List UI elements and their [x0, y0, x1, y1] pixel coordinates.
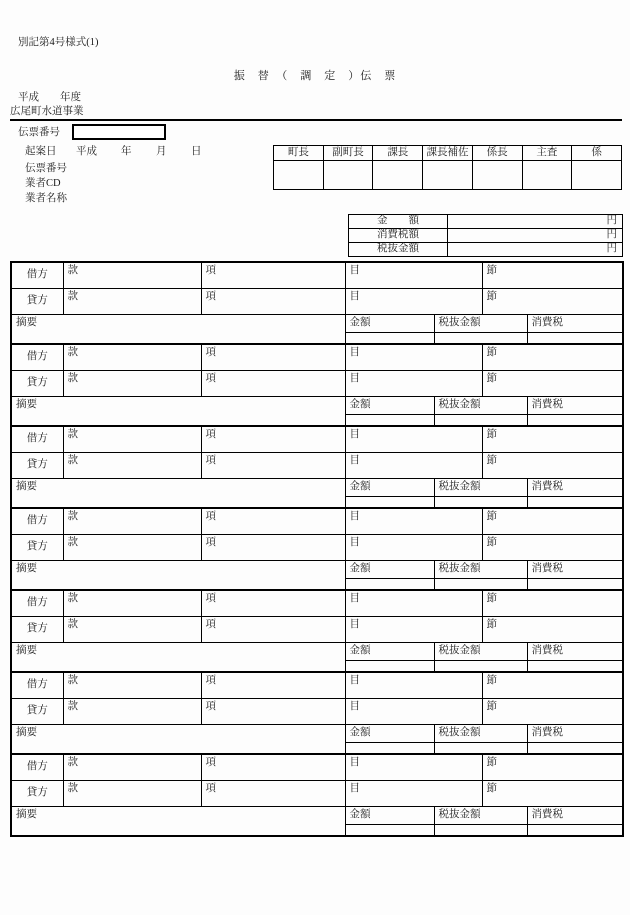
amount-total-label: 金 額	[349, 215, 448, 229]
debit-kou-cell: 項	[201, 508, 345, 534]
fiscal-era-label: 平成	[18, 92, 39, 103]
tax-excluded-header-cell: 税抜金額	[434, 478, 527, 496]
entry-block	[11, 426, 623, 508]
approval-col-section-chief: 課長	[373, 146, 423, 161]
credit-moku-cell: 目	[345, 534, 482, 560]
credit-setsu-cell: 節	[482, 534, 623, 560]
tax-excluded-unit: 円	[448, 243, 623, 257]
debit-kou-cell: 項	[201, 754, 345, 780]
credit-kan-cell: 款	[63, 534, 201, 560]
entry-block	[11, 262, 623, 344]
debit-setsu-cell: 節	[482, 754, 623, 780]
tax-excluded-header-cell: 税抜金額	[434, 806, 527, 824]
summary-header-row	[11, 642, 623, 660]
draft-month-label: 月	[156, 146, 167, 157]
credit-setsu-cell: 節	[482, 616, 623, 642]
entry-blocks-table	[10, 261, 624, 837]
consumption-tax-row	[349, 229, 623, 243]
tax-excluded-value-cell	[434, 414, 527, 426]
consumption-tax-value-cell	[527, 414, 623, 426]
slip-number-label: 伝票番号	[18, 127, 60, 138]
vendor-name-label: 業者名称	[25, 193, 67, 204]
amount-header-cell: 金額	[345, 806, 434, 824]
approval-stamp-table	[273, 145, 622, 190]
fiscal-year-label: 年度	[60, 92, 81, 103]
credit-kou-cell: 項	[201, 534, 345, 560]
debit-setsu-cell: 節	[482, 262, 623, 288]
consumption-tax-value-cell	[527, 578, 623, 590]
debit-kou-cell: 項	[201, 426, 345, 452]
page-title: 振 替 （ 調 定 ）伝 票	[233, 70, 397, 82]
consumption-tax-label: 消費税額	[349, 229, 448, 243]
credit-moku-cell: 目	[345, 780, 482, 806]
credit-row	[11, 534, 623, 560]
approval-col-assistant-chief: 課長補佐	[423, 146, 473, 161]
amount-header-cell: 金額	[345, 396, 434, 414]
approval-stamp-cell	[373, 161, 423, 190]
draft-date-era: 平成	[76, 146, 97, 157]
approval-stamp-cell	[572, 161, 622, 190]
credit-label: 貸方	[11, 698, 63, 724]
credit-label: 貸方	[11, 370, 63, 396]
tax-excluded-header-cell: 税抜金額	[434, 724, 527, 742]
credit-kou-cell: 項	[201, 288, 345, 314]
vendor-code-label: 業者CD	[25, 178, 61, 189]
amount-value-cell	[345, 824, 434, 836]
debit-row	[11, 508, 623, 534]
amount-value-cell	[345, 332, 434, 344]
approval-col-senior-staff: 主査	[522, 146, 572, 161]
amount-value-cell	[345, 496, 434, 508]
credit-row	[11, 288, 623, 314]
amount-summary-table	[348, 214, 623, 257]
credit-row	[11, 616, 623, 642]
debit-setsu-cell: 節	[482, 344, 623, 370]
tax-excluded-header-cell: 税抜金額	[434, 560, 527, 578]
consumption-tax-value-cell	[527, 660, 623, 672]
credit-kou-cell: 項	[201, 780, 345, 806]
credit-setsu-cell: 節	[482, 370, 623, 396]
consumption-tax-header-cell: 消費税	[527, 314, 623, 332]
debit-row	[11, 262, 623, 288]
debit-kan-cell: 款	[63, 754, 201, 780]
approval-col-staff: 係	[572, 146, 622, 161]
approval-stamp-row	[274, 161, 622, 190]
fiscal-year-line	[18, 92, 81, 104]
credit-row	[11, 698, 623, 724]
amount-header-cell: 金額	[345, 314, 434, 332]
entry-block	[11, 754, 623, 836]
credit-kan-cell: 款	[63, 616, 201, 642]
approval-col-deputy-mayor: 副町長	[323, 146, 373, 161]
slip-number2-label: 伝票番号	[25, 163, 67, 174]
tax-excluded-header-cell: 税抜金額	[434, 314, 527, 332]
summary-header-row	[11, 478, 623, 496]
credit-kan-cell: 款	[63, 370, 201, 396]
business-name: 広尾町水道事業	[10, 106, 84, 117]
summary-header-row	[11, 314, 623, 332]
credit-kan-cell: 款	[63, 780, 201, 806]
draft-year-label: 年	[121, 146, 132, 157]
consumption-tax-header-cell: 消費税	[527, 642, 623, 660]
debit-kan-cell: 款	[63, 426, 201, 452]
debit-moku-cell: 目	[345, 590, 482, 616]
credit-setsu-cell: 節	[482, 452, 623, 478]
debit-setsu-cell: 節	[482, 426, 623, 452]
draft-date-label: 起案日	[25, 146, 57, 157]
approval-col-unit-chief: 係長	[472, 146, 522, 161]
summary-cell: 摘要	[11, 560, 345, 590]
credit-kou-cell: 項	[201, 698, 345, 724]
consumption-tax-header-cell: 消費税	[527, 560, 623, 578]
debit-kan-cell: 款	[63, 590, 201, 616]
amount-header-cell: 金額	[345, 478, 434, 496]
debit-kou-cell: 項	[201, 262, 345, 288]
draft-day-label: 日	[191, 146, 202, 157]
amount-total-unit: 円	[448, 215, 623, 229]
summary-header-row	[11, 396, 623, 414]
debit-row	[11, 590, 623, 616]
debit-row	[11, 672, 623, 698]
credit-setsu-cell: 節	[482, 288, 623, 314]
consumption-tax-value-cell	[527, 824, 623, 836]
summary-cell: 摘要	[11, 478, 345, 508]
debit-moku-cell: 目	[345, 672, 482, 698]
tax-excluded-value-cell	[434, 332, 527, 344]
amount-value-cell	[345, 742, 434, 754]
tax-excluded-row	[349, 243, 623, 257]
approval-stamp-cell	[274, 161, 324, 190]
tax-excluded-value-cell	[434, 742, 527, 754]
debit-moku-cell: 目	[345, 426, 482, 452]
approval-col-mayor: 町長	[274, 146, 324, 161]
tax-excluded-header-cell: 税抜金額	[434, 642, 527, 660]
tax-excluded-value-cell	[434, 496, 527, 508]
credit-moku-cell: 目	[345, 288, 482, 314]
debit-kou-cell: 項	[201, 672, 345, 698]
summary-header-row	[11, 560, 623, 578]
tax-excluded-value-cell	[434, 660, 527, 672]
debit-row	[11, 426, 623, 452]
credit-label: 貸方	[11, 534, 63, 560]
tax-excluded-value-cell	[434, 578, 527, 590]
debit-kou-cell: 項	[201, 590, 345, 616]
debit-label: 借方	[11, 754, 63, 780]
credit-moku-cell: 目	[345, 698, 482, 724]
consumption-tax-unit: 円	[448, 229, 623, 243]
debit-moku-cell: 目	[345, 754, 482, 780]
credit-setsu-cell: 節	[482, 698, 623, 724]
debit-kan-cell: 款	[63, 672, 201, 698]
amount-header-cell: 金額	[345, 642, 434, 660]
form-code: 別記第4号様式(1)	[18, 37, 99, 48]
credit-moku-cell: 目	[345, 452, 482, 478]
credit-label: 貸方	[11, 780, 63, 806]
entry-block	[11, 508, 623, 590]
debit-setsu-cell: 節	[482, 508, 623, 534]
credit-moku-cell: 目	[345, 370, 482, 396]
debit-kan-cell: 款	[63, 508, 201, 534]
amount-total-row	[349, 215, 623, 229]
credit-kan-cell: 款	[63, 698, 201, 724]
amount-value-cell	[345, 660, 434, 672]
consumption-tax-value-cell	[527, 332, 623, 344]
summary-cell: 摘要	[11, 806, 345, 836]
debit-label: 借方	[11, 672, 63, 698]
credit-moku-cell: 目	[345, 616, 482, 642]
amount-header-cell: 金額	[345, 560, 434, 578]
tax-excluded-value-cell	[434, 824, 527, 836]
debit-moku-cell: 目	[345, 262, 482, 288]
consumption-tax-header-cell: 消費税	[527, 806, 623, 824]
approval-stamp-cell	[323, 161, 373, 190]
credit-row	[11, 452, 623, 478]
tax-excluded-label: 税抜金額	[349, 243, 448, 257]
credit-kan-cell: 款	[63, 288, 201, 314]
debit-label: 借方	[11, 508, 63, 534]
credit-label: 貸方	[11, 616, 63, 642]
debit-label: 借方	[11, 262, 63, 288]
summary-cell: 摘要	[11, 396, 345, 426]
tax-excluded-header-cell: 税抜金額	[434, 396, 527, 414]
slip-number-input[interactable]	[72, 124, 166, 140]
credit-kan-cell: 款	[63, 452, 201, 478]
debit-row	[11, 754, 623, 780]
consumption-tax-value-cell	[527, 496, 623, 508]
approval-stamp-cell	[423, 161, 473, 190]
header-divider	[10, 119, 622, 121]
debit-kan-cell: 款	[63, 344, 201, 370]
debit-row	[11, 344, 623, 370]
credit-row	[11, 370, 623, 396]
summary-cell: 摘要	[11, 642, 345, 672]
summary-header-row	[11, 724, 623, 742]
debit-setsu-cell: 節	[482, 590, 623, 616]
debit-setsu-cell: 節	[482, 672, 623, 698]
debit-kou-cell: 項	[201, 344, 345, 370]
amount-value-cell	[345, 414, 434, 426]
amount-header-cell: 金額	[345, 724, 434, 742]
entry-block	[11, 590, 623, 672]
summary-cell: 摘要	[11, 724, 345, 754]
approval-stamp-cell	[522, 161, 572, 190]
approval-stamp-cell	[472, 161, 522, 190]
entry-block	[11, 672, 623, 754]
debit-moku-cell: 目	[345, 508, 482, 534]
credit-setsu-cell: 節	[482, 780, 623, 806]
credit-kou-cell: 項	[201, 452, 345, 478]
debit-label: 借方	[11, 344, 63, 370]
debit-moku-cell: 目	[345, 344, 482, 370]
entry-block	[11, 344, 623, 426]
consumption-tax-header-cell: 消費税	[527, 724, 623, 742]
approval-header-row	[274, 146, 622, 161]
consumption-tax-value-cell	[527, 742, 623, 754]
credit-label: 貸方	[11, 452, 63, 478]
consumption-tax-header-cell: 消費税	[527, 478, 623, 496]
debit-kan-cell: 款	[63, 262, 201, 288]
summary-header-row	[11, 806, 623, 824]
credit-kou-cell: 項	[201, 616, 345, 642]
consumption-tax-header-cell: 消費税	[527, 396, 623, 414]
credit-label: 貸方	[11, 288, 63, 314]
credit-row	[11, 780, 623, 806]
credit-kou-cell: 項	[201, 370, 345, 396]
amount-value-cell	[345, 578, 434, 590]
debit-label: 借方	[11, 590, 63, 616]
debit-label: 借方	[11, 426, 63, 452]
summary-cell: 摘要	[11, 314, 345, 344]
